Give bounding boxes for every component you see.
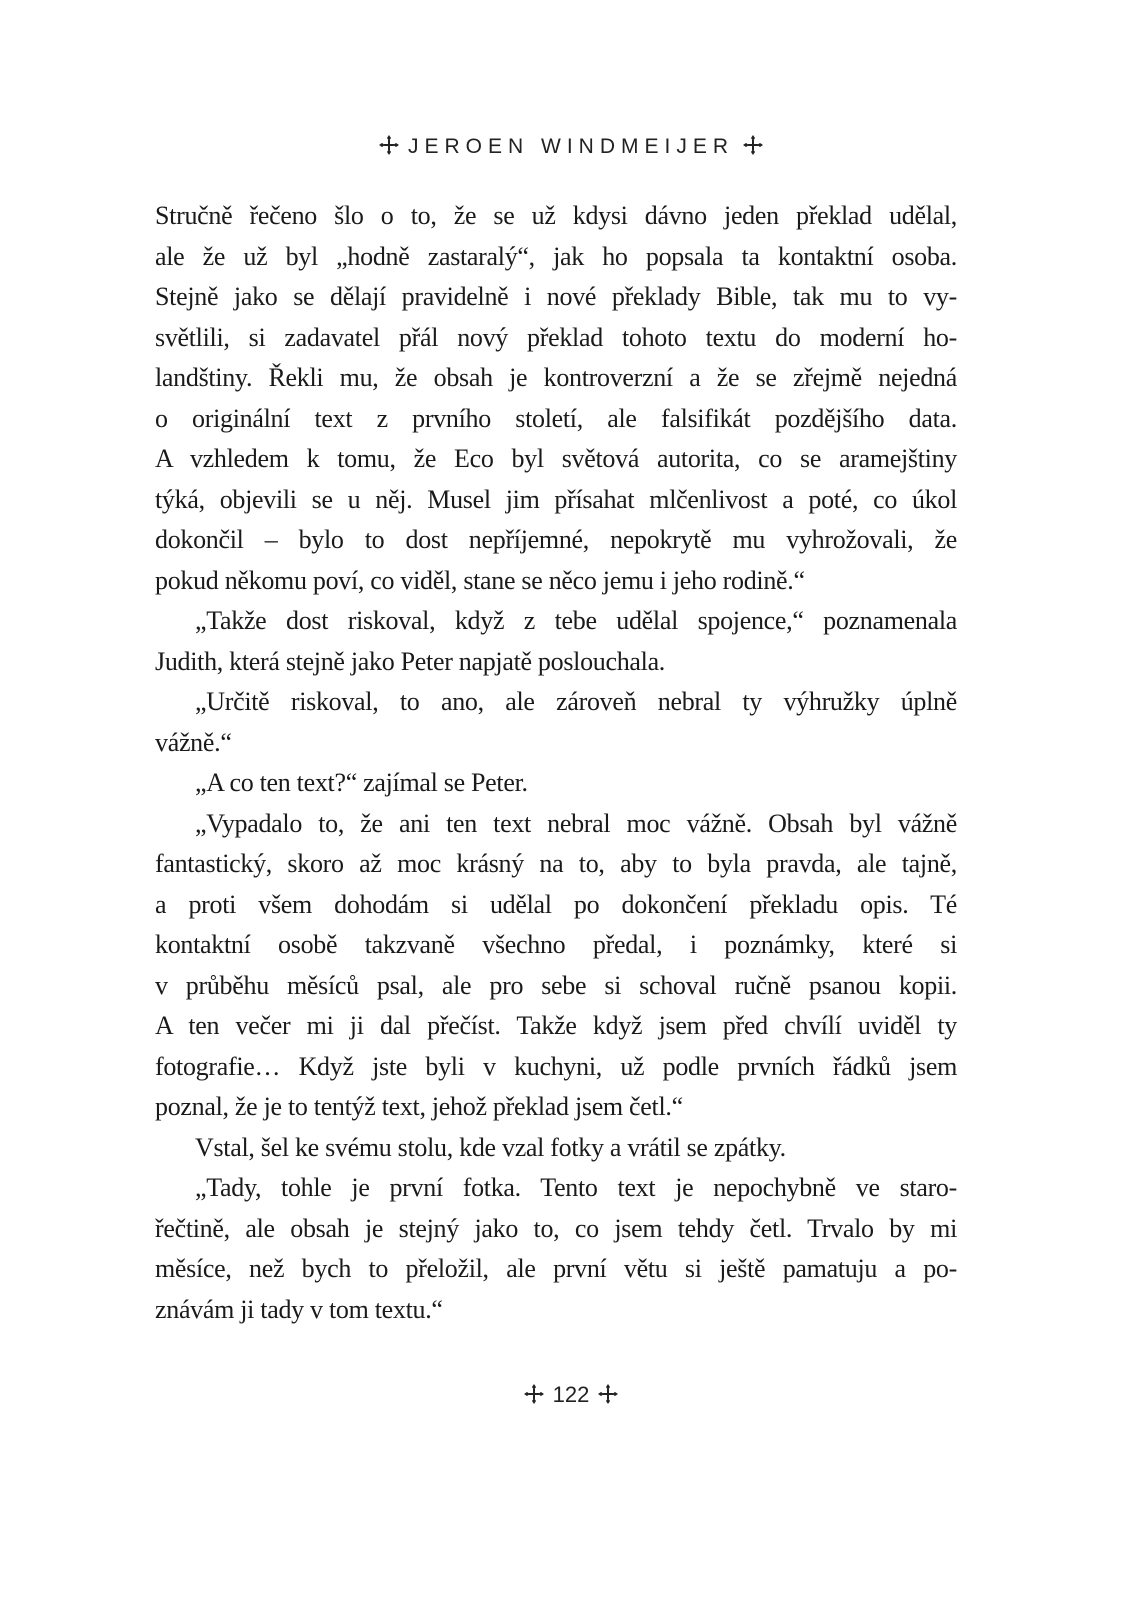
- text-line: „Tady, tohle je první fotka. Tento text je nepochybně ve staro-: [195, 1173, 957, 1202]
- text-line: Vstal, šel ke svému stolu, kde vzal fotky a vrátil se zpátky.: [195, 1132, 786, 1162]
- text-line: ale že už byl „hodně zastaralý“, jak ho popsala ta kontaktní osoba.: [155, 241, 957, 271]
- page-number: 122: [552, 1382, 590, 1407]
- ornament-cross-icon: [523, 1383, 545, 1405]
- text-line: znávám ji tady v tom textu.“: [155, 1294, 443, 1324]
- text-line: a proti všem dohodám si udělal po dokončení překladu opis. Té: [155, 889, 957, 919]
- text-line: kontaktní osobě takzvaně všechno předal, i poznámky, které si: [155, 930, 957, 959]
- text-line: řečtině, ale obsah je stejný jako to, co jsem tehdy četl. Trvalo by mi: [155, 1213, 957, 1243]
- text-line: Stručně řečeno šlo o to, že se už kdysi dávno jeden překlad udělal,: [155, 201, 957, 230]
- text-line: měsíce, než bych to přeložil, ale první větu si ještě pamatuju a po-: [155, 1254, 957, 1283]
- text-line: „Určitě riskoval, to ano, ale zároveň nebral ty výhružky úplně: [195, 687, 957, 716]
- text-line: „Takže dost riskoval, když z tebe udělal spojence,“ poznamenala: [195, 606, 957, 635]
- text-line: Stejně jako se dělají pravidelně i nové překlady Bible, tak mu to vy-: [155, 282, 957, 311]
- text-line: „Vypadalo to, že ani ten text nebral moc vážně. Obsah byl vážně: [195, 808, 957, 838]
- text-line: světlili, si zadavatel přál nový překlad tohoto textu do moderní ho-: [155, 322, 957, 352]
- text-line: Judith, která stejně jako Peter napjatě poslouchala.: [155, 646, 666, 676]
- ornament-cross-icon: [378, 134, 400, 156]
- page-footer: [0, 1382, 1142, 1408]
- body-text: [155, 196, 957, 1330]
- text-line: fotografie… Když jste byli v kuchyni, už podle prvních řádků jsem: [155, 1051, 957, 1081]
- text-line: fantastický, skoro až moc krásný na to, aby to byla pravda, ale tajně,: [155, 849, 957, 878]
- ornament-cross-icon: [597, 1383, 619, 1405]
- text-line: poznal, že je to tentýž text, jehož překlad jsem četl.“: [155, 1092, 683, 1121]
- text-line: A ten večer mi ji dal přečíst. Takže když jsem před chvílí uviděl ty: [155, 1011, 957, 1040]
- text-line: o originální text z prvního století, ale falsifikát pozdějšího data.: [155, 403, 957, 433]
- running-head: [0, 134, 1142, 159]
- text-line: dokončil – bylo to dost nepříjemné, nepokrytě mu vyhrožovali, že: [155, 525, 957, 554]
- text-line: týká, objevili se u něj. Musel jim přísahat mlčenlivost a poté, co úkol: [155, 484, 957, 514]
- text-line: vážně.“: [155, 727, 232, 757]
- author-name: JEROEN WINDMEIJER: [407, 135, 734, 158]
- text-line: v průběhu měsíců psal, ale pro sebe si schoval ručně psanou kopii.: [155, 970, 957, 1000]
- text-line: landštiny. Řekli mu, že obsah je kontroverzní a že se zřejmě nejedná: [155, 363, 957, 392]
- text-line: pokud někomu poví, co viděl, stane se něco jemu i jeho rodině.“: [155, 565, 805, 595]
- ornament-cross-icon: [742, 134, 764, 156]
- text-line: „A co ten text?“ zajímal se Peter.: [195, 768, 528, 797]
- text-line: A vzhledem k tomu, že Eco byl světová autorita, co se aramejštiny: [155, 444, 957, 473]
